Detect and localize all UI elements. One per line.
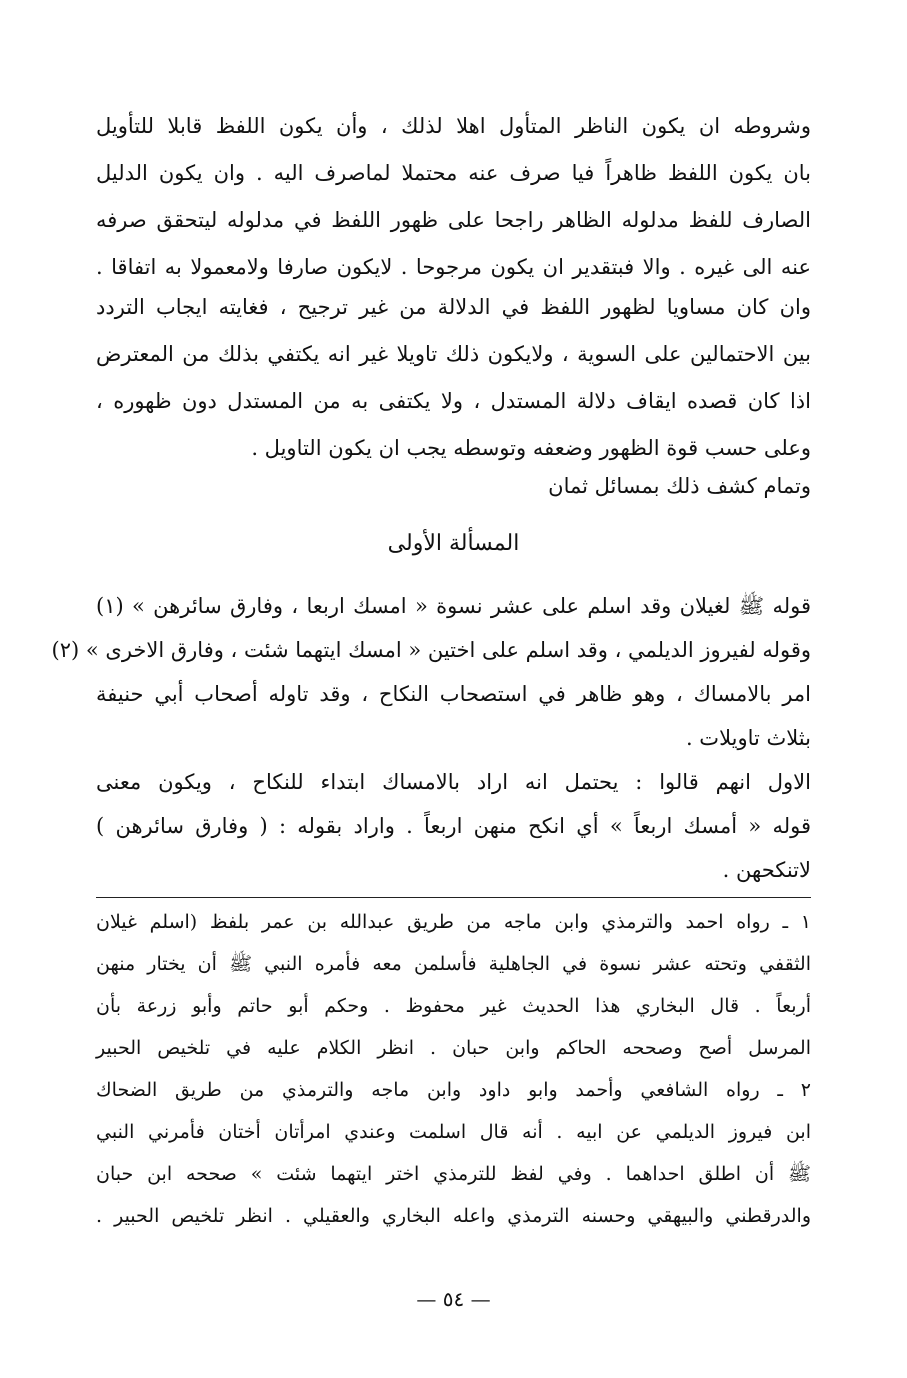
body-line: بين الاحتمالين على السوية ، ولايكون ذلك تاويلا غير انه يكتفي بذلك من المعترض [96,342,811,366]
footnote-line: الثقفي وتحته عشر نسوة في الجاهلية فأسلمن معه فأمره النبي ﷺ أن يختار منهن [96,953,811,975]
body-line: اذا كان قصده ايقاف دلالة المستدل ، ولا يكتفى به من المستدل دون ظهوره ، [96,389,811,413]
section-line: بثلاث تاويلات . [685,726,811,750]
footnote-line: المرسل أصح وصححه الحاكم وابن حبان . انظر الكلام عليه في تلخيص الحبير [96,1037,811,1059]
body-line: وعلى حسب قوة الظهور وضعفه وتوسطه يجب ان يكون التاويل . [251,436,811,460]
section-line: قوله ﷺ لغيلان وقد اسلم على عشر نسوة « امسك اربعا ، وفارق سائرهن » (١) [96,594,811,618]
footnote-line: ابن فيروز الديلمي عن ابيه . أنه قال اسلمت وعندي امرأتان أختان فأمرني النبي [96,1121,811,1143]
section-line: الاول انهم قالوا : يحتمل انه اراد بالامساك ابتداء للنكاح ، ويكون معنى [96,770,811,794]
footnote-line: ﷺ أن اطلق احداهما . وفي لفظ للترمذي اختر ايتهما شئت » صححه ابن حبان [96,1163,811,1185]
section-line: قوله « أمسك اربعاً » أي انكح منهن اربعاً . واراد بقوله : ( وفارق سائرهن ) [96,814,811,838]
body-line: وتمام كشف ذلك بمسائل ثمان [548,474,811,498]
footnote-line: ١ ـ رواه احمد والترمذي وابن ماجه من طريق عبدالله بن عمر بلفظ (اسلم غيلان [96,911,811,933]
section-line: امر بالامساك ، وهو ظاهر في استصحاب النكاح ، وقد تاوله أصحاب أبي حنيفة [96,682,811,706]
page-number: — ٥٤ — [416,1287,491,1311]
section-line: وقوله لفيروز الديلمي ، وقد اسلم على اختين « امسك ايتهما شئت ، وفارق الاخرى » (٢) [51,638,811,662]
footnote-line: والدرقطني والبيهقي وحسنه الترمذي واعله البخاري والعقيلي . انظر تلخيص الحبير . [96,1205,811,1227]
body-line: الصارف للفظ مدلوله الظاهر راجحا على ظهور اللفظ في مدلوله ليتحقق صرفه [96,208,811,232]
footnote-line: ٢ ـ رواه الشافعي وأحمد وابو داود وابن ماجه والترمذي من طريق الضحاك [96,1079,811,1101]
body-line: بان يكون اللفظ ظاهراً فيا صرف عنه محتملا لماصرف اليه . وان يكون الدليل [96,161,811,185]
section-heading: المسألة الأولى [387,531,520,556]
body-line: وان كان مساويا لظهور اللفظ في الدلالة من غير ترجيح ، فغايته ايجاب التردد [96,295,811,319]
footnote-line: أربعاً . قال البخاري هذا الحديث غير محفوظ . وحكم أبو حاتم وأبو زرعة بأن [96,995,811,1017]
body-line: عنه الى غيره . والا فبتقدير ان يكون مرجوحا . لايكون صارفا ولامعمولا به اتفاقا . [96,255,811,279]
footnote-divider [96,897,811,898]
section-line: لاتنكحهن . [722,858,811,882]
body-line: وشروطه ان يكون الناظر المتأول اهلا لذلك ، وأن يكون اللفظ قابلا للتأويل [96,114,811,138]
